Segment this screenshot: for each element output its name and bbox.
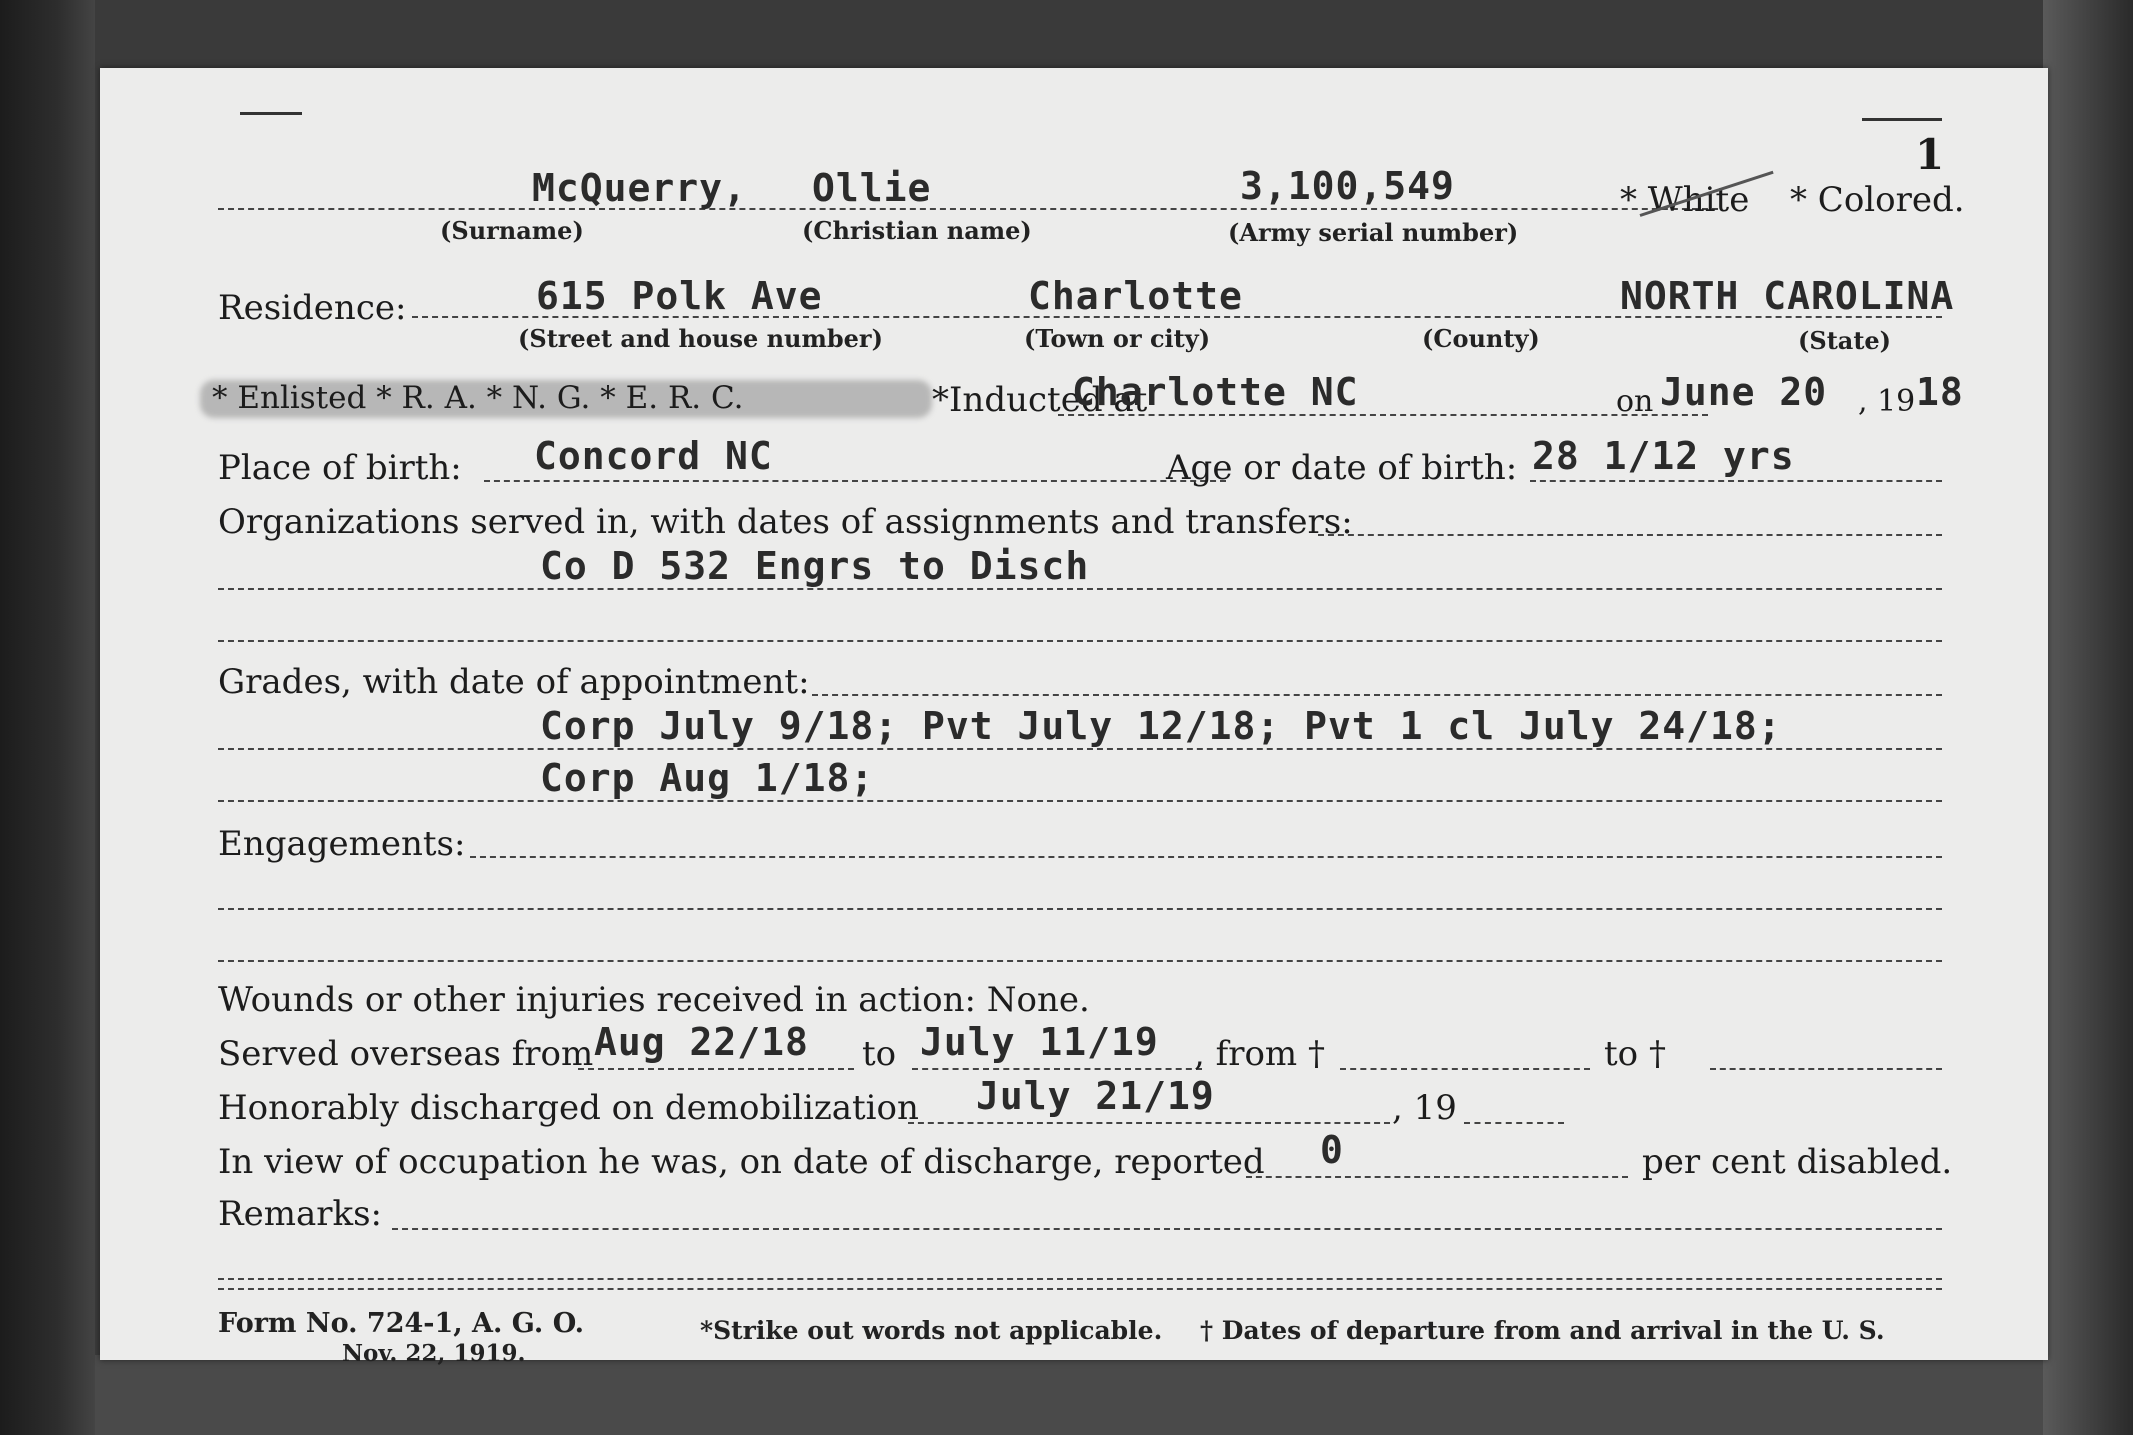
- place-of-birth-value: Concord NC: [534, 434, 773, 478]
- overseas-to2-label: to †: [1604, 1034, 1666, 1074]
- scan-left-edge: [0, 0, 95, 1435]
- grades-line-2: [218, 800, 1942, 802]
- remarks-line-0: [392, 1228, 1942, 1230]
- town-label: (Town or city): [1024, 324, 1211, 353]
- surname-value: McQuerry,: [532, 166, 747, 210]
- disability-label: In view of occupation he was, on date of discharge, reported: [218, 1142, 1265, 1182]
- grades-value-line2: Corp Aug 1/18;: [540, 756, 875, 800]
- place-of-birth-line: [484, 480, 1226, 482]
- race-white-option: * White: [1620, 180, 1750, 220]
- remarks-line-1: [218, 1278, 1942, 1280]
- state-value: NORTH CAROLINA: [1620, 274, 1955, 318]
- overseas-from-value: Aug 22/18: [594, 1020, 809, 1064]
- organizations-line-1: [218, 588, 1942, 590]
- grades-label: Grades, with date of appointment:: [218, 662, 810, 702]
- scan-right-edge: [2043, 0, 2133, 1435]
- engagements-line-2: [218, 960, 1942, 962]
- remarks-label: Remarks:: [218, 1194, 382, 1234]
- grades-line-0: [812, 694, 1942, 696]
- overseas-to-label: to: [862, 1034, 897, 1074]
- engagements-line-1: [218, 908, 1942, 910]
- card-number: 1: [1915, 130, 1945, 179]
- place-of-birth-label: Place of birth:: [218, 448, 462, 488]
- overseas-to2-line: [1710, 1068, 1942, 1070]
- overseas-from2-line: [1340, 1068, 1590, 1070]
- age-value: 28 1/12 yrs: [1532, 434, 1795, 478]
- organizations-value: Co D 532 Engrs to Disch: [540, 544, 1090, 588]
- top-right-rule: [1862, 118, 1942, 121]
- age-label: Age or date of birth:: [1166, 448, 1518, 488]
- organizations-label: Organizations served in, with dates of assignments and transfers:: [218, 502, 1353, 542]
- overseas-to-line: [912, 1068, 1202, 1070]
- county-label: (County): [1422, 324, 1540, 353]
- disability-line: [1246, 1176, 1628, 1178]
- race-colored-option: * Colored.: [1790, 180, 1965, 220]
- inducted-place-value: Charlotte NC: [1072, 370, 1359, 414]
- serial-number-label: (Army serial number): [1228, 218, 1519, 247]
- engagements-label: Engagements:: [218, 824, 466, 864]
- on-label: on: [1616, 384, 1654, 419]
- age-line: [1530, 480, 1942, 482]
- scan-bottom-edge: [95, 1355, 2043, 1435]
- name-line: [218, 208, 1718, 210]
- organizations-line-0: [1318, 534, 1942, 536]
- remarks-line-2: [218, 1288, 1942, 1290]
- organizations-line-2: [218, 640, 1942, 642]
- service-record-card: [100, 68, 2048, 1367]
- dates-note: † Dates of departure from and arrival in the U. S.: [1200, 1316, 1885, 1345]
- serial-number-value: 3,100,549: [1240, 164, 1455, 208]
- form-number: Form No. 724-1, A. G. O.: [218, 1308, 585, 1339]
- grades-value-line1: Corp July 9/18; Pvt July 12/18; Pvt 1 cl July 24/18;: [540, 704, 1782, 748]
- wounds-text: Wounds or other injuries received in action: None.: [218, 980, 1090, 1020]
- disability-value: 0: [1320, 1128, 1344, 1172]
- inducted-date-value: June 20: [1660, 370, 1828, 414]
- inducted-year-value: 18: [1916, 370, 1964, 414]
- grades-line-1: [218, 748, 1942, 750]
- overseas-to-value: July 11/19: [920, 1020, 1159, 1064]
- town-value: Charlotte: [1028, 274, 1243, 318]
- discharge-line: [908, 1122, 1390, 1124]
- inducted-label: *Inducted at: [932, 380, 1148, 420]
- engagements-line-0: [470, 856, 1942, 858]
- overseas-from2-label: , from †: [1194, 1034, 1325, 1074]
- overseas-from-line: [578, 1068, 854, 1070]
- year-prefix: , 19: [1858, 384, 1916, 419]
- discharge-date-value: July 21/19: [976, 1074, 1215, 1118]
- discharge-label: Honorably discharged on demobilization: [218, 1088, 919, 1128]
- state-label: (State): [1798, 326, 1892, 355]
- surname-label: (Surname): [440, 216, 584, 245]
- discharge-year-label: , 19: [1392, 1088, 1457, 1128]
- christian-name-label: (Christian name): [802, 216, 1032, 245]
- strike-note: *Strike out words not applicable.: [700, 1316, 1163, 1345]
- disability-suffix: per cent disabled.: [1642, 1142, 1953, 1182]
- street-value: 615 Polk Ave: [536, 274, 823, 318]
- residence-label: Residence:: [218, 288, 407, 328]
- christian-name-value: Ollie: [812, 166, 932, 210]
- enlisted-options: * Enlisted * R. A. * N. G. * E. R. C.: [212, 380, 744, 416]
- top-left-rule: [240, 112, 302, 115]
- form-date: Nov. 22, 1919.: [342, 1340, 526, 1367]
- overseas-label: Served overseas from: [218, 1034, 594, 1074]
- discharge-year-line: [1464, 1122, 1564, 1124]
- street-label: (Street and house number): [518, 324, 883, 353]
- inducted-line: [1058, 414, 1708, 416]
